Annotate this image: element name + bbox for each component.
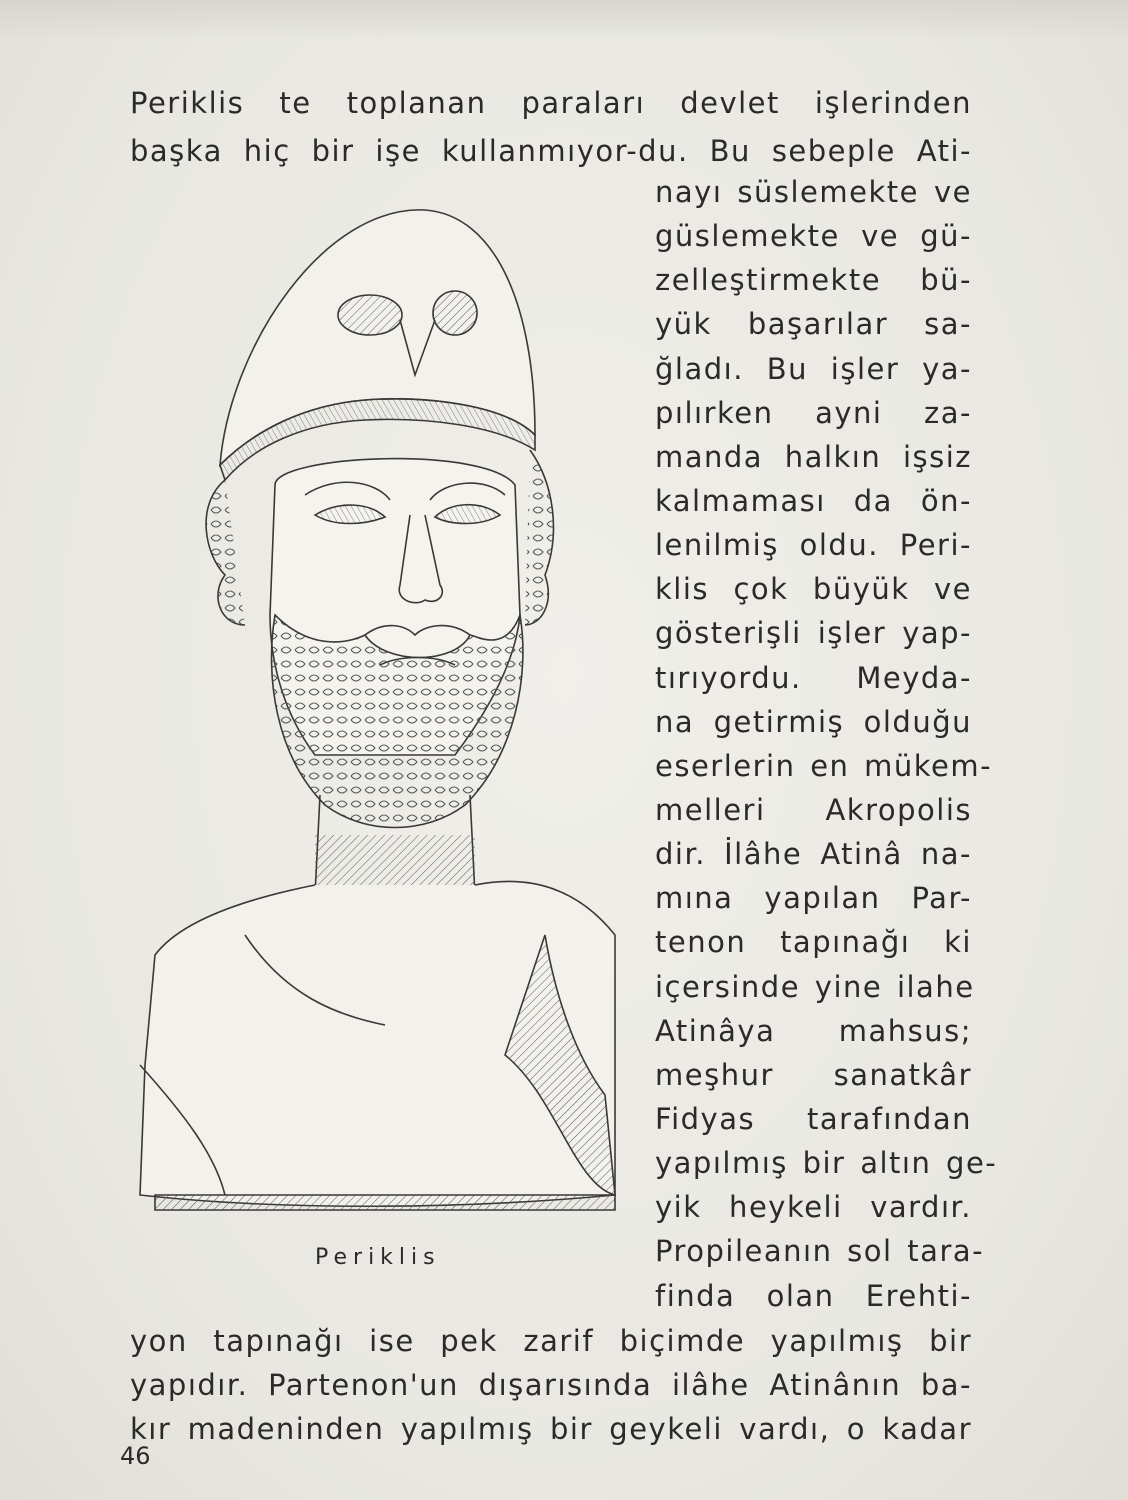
text-line: melleri Akropolis (655, 793, 972, 827)
text-line: yük başarılar sa- (655, 307, 972, 341)
text-line: içersinde yine ilahe (655, 970, 975, 1004)
text-line: eserlerin en mükem- (655, 749, 993, 783)
text-line: na getirmiş olduğu (655, 705, 972, 739)
text-line: mına yapılan Par- (655, 881, 972, 915)
text-line: pılırken ayni za- (655, 396, 972, 430)
text-line: tenon tapınağı ki (655, 925, 972, 959)
text-line: yapıdır. Partenon'un dışarısında ilâhe Atinânın ba- (130, 1368, 972, 1402)
text-line: Atinâya mahsus; (655, 1014, 972, 1048)
text-line: gösterişli işler yap- (655, 616, 972, 650)
text-line: ğladı. Bu işler ya- (655, 352, 972, 386)
page-top-shadow (0, 0, 1128, 40)
text-line: güslemekte ve gü- (655, 219, 972, 253)
pericles-bust-illustration (125, 195, 645, 1225)
illustration-caption: Periklis (315, 1245, 441, 1270)
text-line: Fidyas tarafından (655, 1102, 972, 1136)
text-line: Periklis te toplanan paraları devlet işlerinden (130, 86, 972, 120)
text-line: manda halkın işsiz (655, 440, 972, 474)
text-line: zelleştirmekte bü- (655, 263, 972, 297)
text-line: nayı süslemekte ve (655, 175, 972, 209)
text-line: klis çok büyük ve (655, 572, 972, 606)
text-line: meşhur sanatkâr (655, 1058, 972, 1092)
text-line: yon tapınağı ise pek zarif biçimde yapılmış bir (130, 1324, 972, 1358)
text-line: başka hiç bir işe kullanmıyor-du. Bu sebeple Ati- (130, 134, 972, 168)
page-number: 46 (120, 1442, 151, 1470)
text-line: tırıyordu. Meyda- (655, 661, 972, 695)
text-line: yik heykeli vardır. (655, 1190, 972, 1224)
text-line: kalmaması da ön- (655, 484, 972, 518)
text-line: kır madeninden yapılmış bir geykeli vardı, o kadar (130, 1412, 972, 1446)
text-line: lenilmiş oldu. Peri- (655, 528, 972, 562)
text-line: Propileanın sol tara- (655, 1234, 985, 1268)
text-line: finda olan Erehti- (655, 1279, 972, 1313)
text-line: dir. İlâhe Atinâ na- (655, 837, 972, 871)
text-line: yapılmış bir altın ge- (655, 1146, 998, 1180)
